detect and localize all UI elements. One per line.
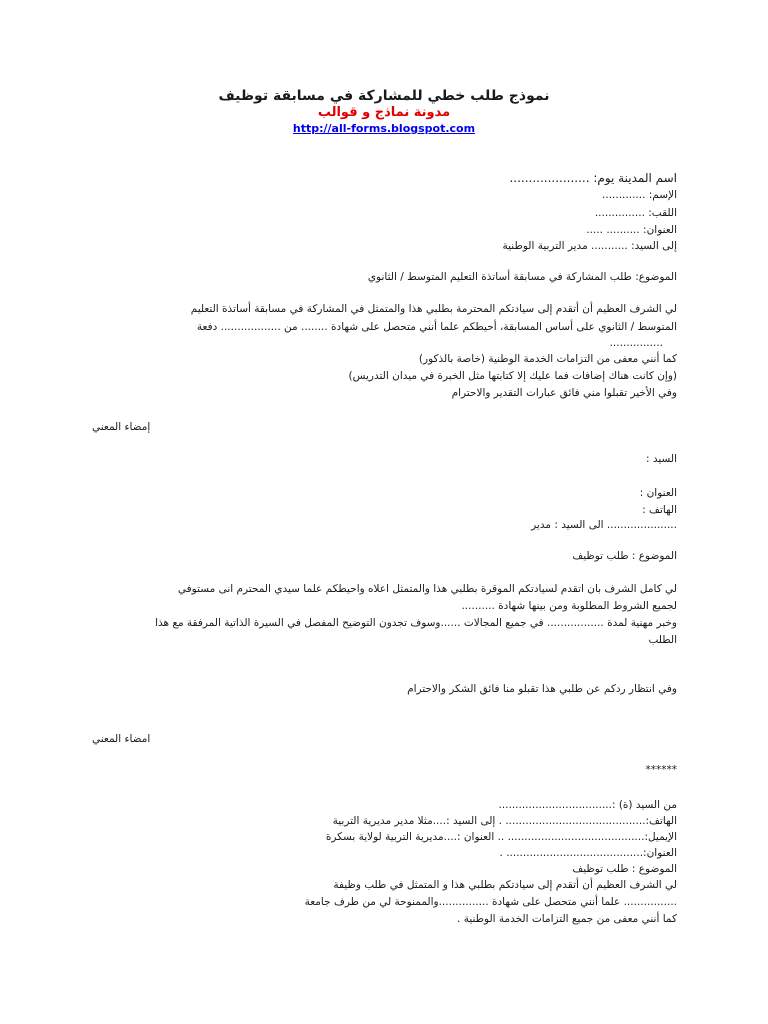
address-line: العنوان:......................................... . bbox=[499, 847, 677, 859]
recipient-line: ..................... الى السيد : مدير bbox=[531, 519, 677, 531]
blog-name: مدونة نماذج و قوالب bbox=[317, 105, 451, 120]
body-line: لي الشرف العظيم أن أتقدم إلى سيادتكم المحترمة بطلبي هذا والمتمثل في المشاركة في مسابقة أساتذة التعليم bbox=[190, 303, 677, 315]
subject-line: الموضوع: طلب المشاركة في مسابقة أساتذة التعليم المتوسط / الثانوي bbox=[367, 271, 677, 283]
phone-recipient-line: الهاتف:.......................................... . إلى السيد :....مثلا مدير مديرية التربية bbox=[332, 815, 677, 827]
subject-line: الموضوع : طلب توظيف bbox=[572, 550, 677, 562]
address-line: العنوان : bbox=[639, 487, 677, 499]
city-date-line: اسم المدينة يوم: ..................... bbox=[509, 171, 677, 185]
body-line: وخبر مهنية لمدة ................. في جميع المجالات ......وسوف تجدون التوضيح المفصل في السيرة الذاتية المرفقة مع هذا bbox=[155, 617, 677, 629]
body-line: لجميع الشروط المطلوبة ومن بينها شهادة .......... bbox=[461, 600, 677, 612]
body-line: لي كامل الشرف بان اتقدم لسيادتكم الموقرة بطلبي هذا والمتمثل اعلاه واحيطكم علما سيدي المحترم انى مستوفي bbox=[177, 583, 677, 595]
body-line: المتوسط / الثانوي على أساس المسابقة، أحيطكم علما أنني متحصل على شهادة ........ من .................. دفعة bbox=[196, 321, 677, 333]
body-line: ................ علما أنني متحصل على شهادة ...............والممنوحة لي من طرف جامعة bbox=[304, 896, 677, 908]
body-line: الطلب bbox=[648, 634, 677, 646]
signature-label: امضاء المعني bbox=[92, 733, 151, 745]
name-line: الإسم: ............. bbox=[602, 189, 677, 201]
body-line: لي الشرف العظيم أن أتقدم إلى سيادتكم بطلبي هذا و المتمثل في طلب وظيفة bbox=[333, 879, 677, 891]
signature-label: إمضاء المعني bbox=[92, 421, 151, 433]
blog-url-link[interactable]: http://all-forms.blogspot.com bbox=[292, 122, 476, 135]
body-line: كما أنني معفى من التزامات الخدمة الوطنية (خاصة بالذكور) bbox=[418, 353, 677, 365]
surname-line: اللقب: ............... bbox=[594, 207, 677, 219]
address-line: العنوان: .......... ..... bbox=[586, 224, 677, 236]
body-line: (وإن كانت هناك إضافات فما عليك إلا كتابتها مثل الخبرة في ميدان التدريس) bbox=[348, 370, 677, 382]
closing-line: وفي الأخير تقبلوا مني فائق عبارات التقدير والاحترام bbox=[451, 387, 677, 399]
from-line: من السيد (ة) :.................................. bbox=[498, 799, 677, 811]
document-title: نموذج طلب خطي للمشاركة في مسابقة توظيف bbox=[218, 88, 550, 104]
body-line: ................ bbox=[609, 337, 663, 349]
email-address-line: الإيميل:......................................... .. العنوان :....مديرية التربية لولاية بسكرة bbox=[325, 831, 677, 843]
body-line: كما أنني معفى من جميع التزامات الخدمة الوطنية . bbox=[457, 913, 677, 925]
separator: ****** bbox=[645, 764, 677, 776]
sir-line: السيد : bbox=[645, 453, 677, 465]
phone-line: الهاتف : bbox=[642, 504, 677, 516]
subject-line: الموضوع : طلب توظيف bbox=[572, 863, 677, 875]
recipient-line: إلى السيد: ........... مدير التربية الوطنية bbox=[502, 240, 677, 252]
closing-line: وفي انتظار ردكم عن طلبي هذا تقبلو منا فائق الشكر والاحترام bbox=[407, 683, 677, 695]
